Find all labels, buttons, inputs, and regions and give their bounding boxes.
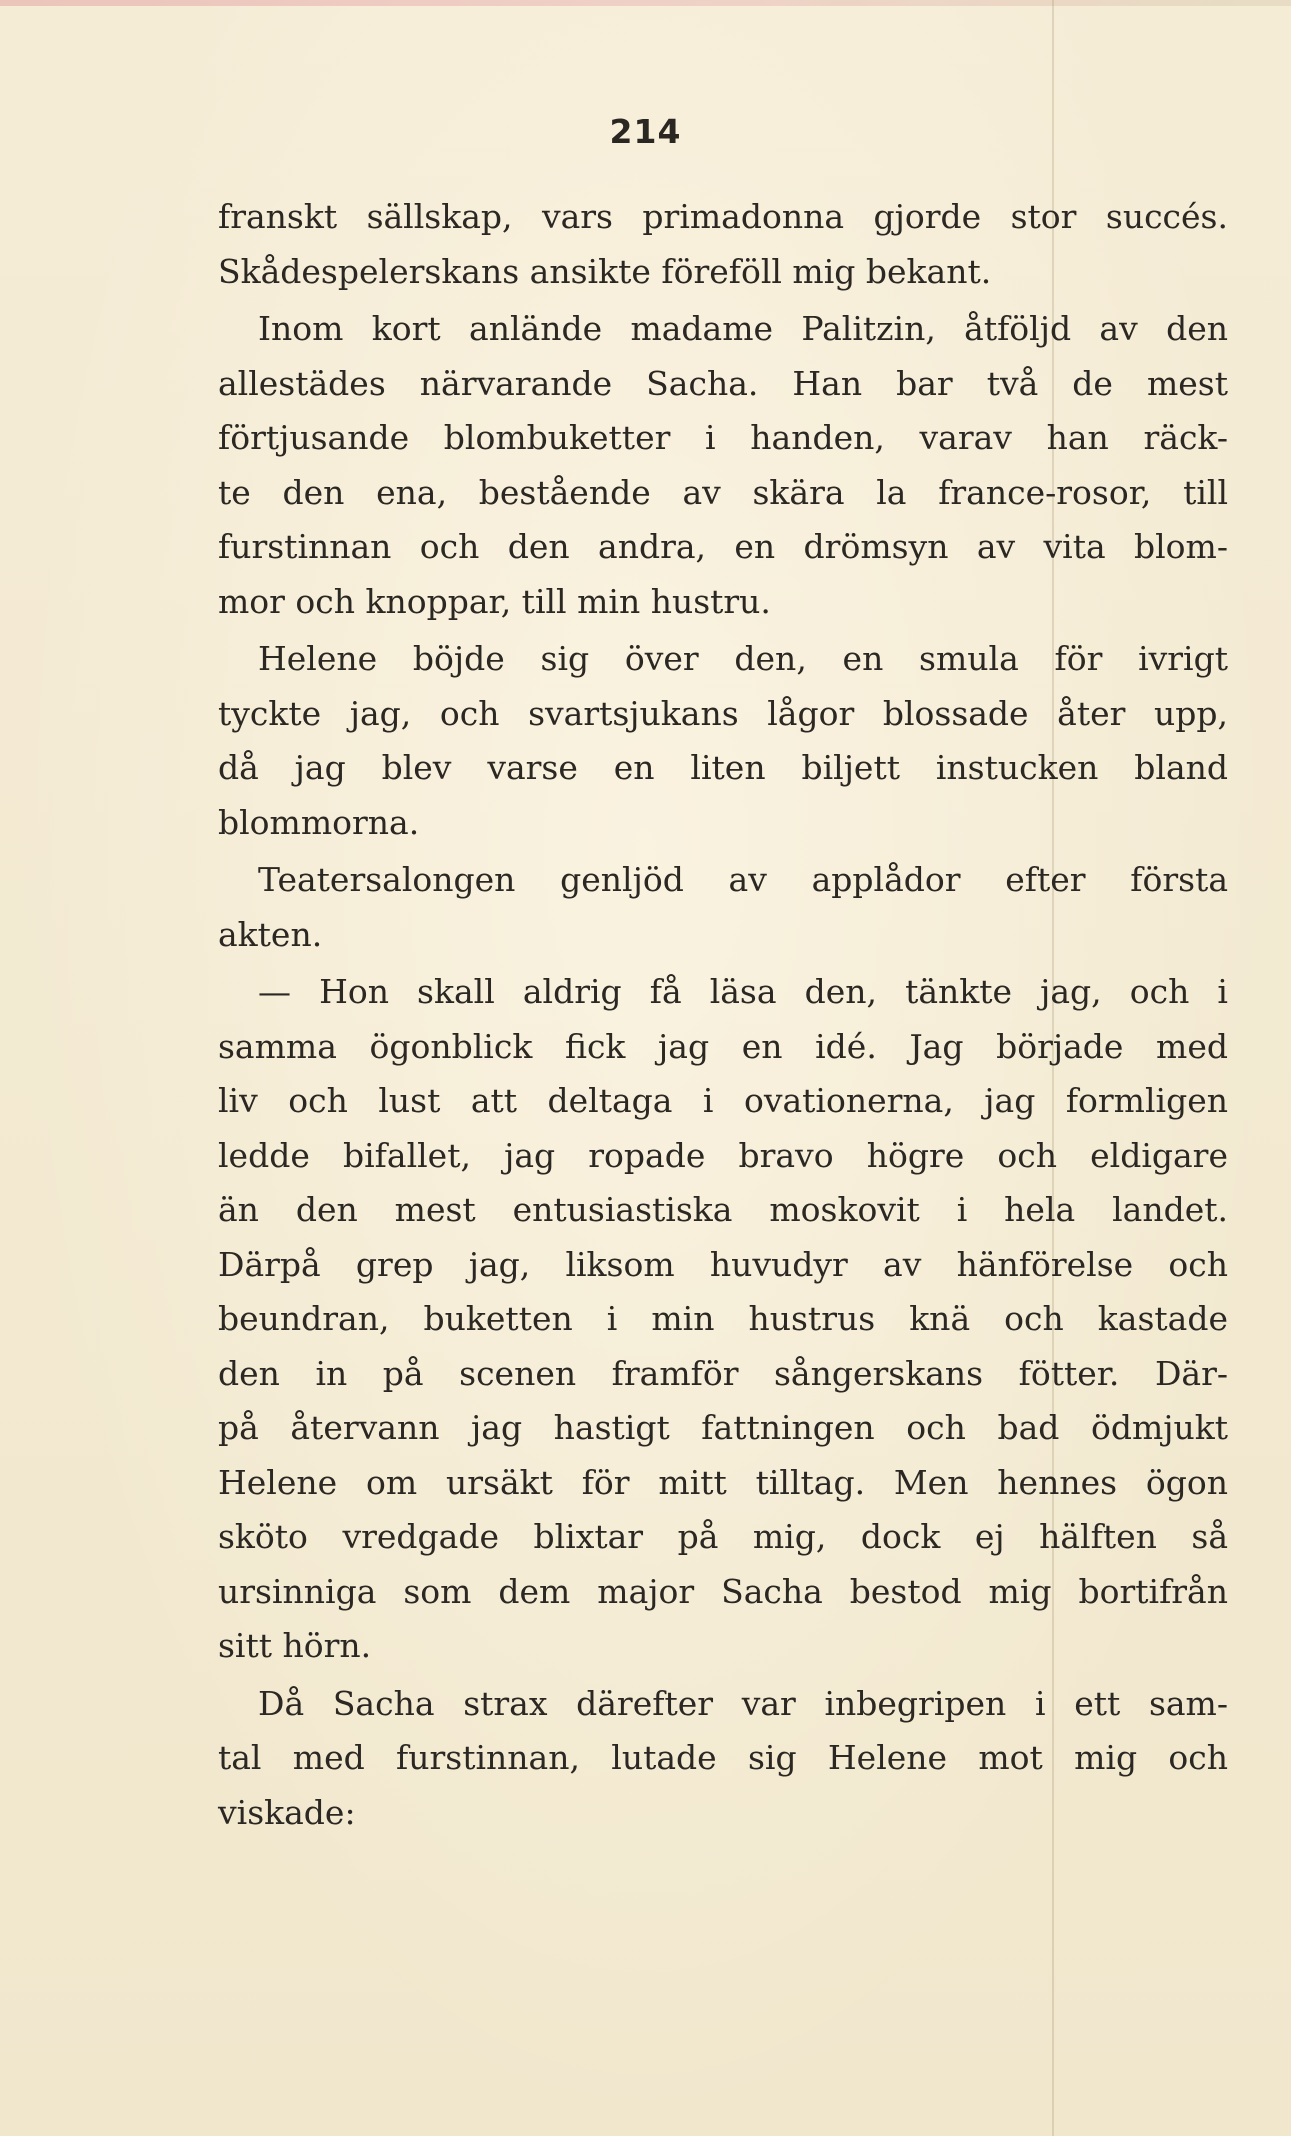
text-line: Inom kort anlände madame Palitzin, åtföljd av den	[258, 309, 1228, 348]
text-line: liv och lust att deltaga i ovationerna, jag formligen	[218, 1081, 1228, 1120]
text-line: samma ögonblick fick jag en idé. Jag började med	[218, 1026, 1228, 1066]
text-line: Då Sacha strax därefter var inbegripen i ett sam-	[258, 1683, 1228, 1723]
text-line: än den mest entusiastiska moskovit i hela landet.	[218, 1190, 1228, 1229]
text-line: på återvann jag hastigt fattningen och bad ödmjukt	[218, 1408, 1228, 1447]
text-line: beundran, buketten i min hustrus knä och kastade	[218, 1299, 1228, 1338]
text-line: ursinniga som dem major Sacha bestod mig bortifrån	[218, 1571, 1228, 1611]
text-line: tal med furstinnan, lutade sig Helene mot mig och	[218, 1738, 1228, 1777]
text-line: Helene böjde sig över den, en smula för ivrigt	[258, 639, 1228, 678]
paragraph-1	[218, 190, 1228, 299]
page-top-edge	[0, 0, 1291, 6]
text-line: tyckte jag, och svartsjukans lågor blossade åter upp,	[218, 693, 1228, 733]
text-line: sköto vredgade blixtar på mig, dock ej hälften så	[218, 1517, 1228, 1556]
text-line: då jag blev varse en liten biljett instucken bland	[218, 748, 1228, 787]
text-line: — Hon skall aldrig få läsa den, tänkte jag, och i	[258, 972, 1228, 1011]
paragraph-5	[218, 965, 1228, 1674]
text-line: Därpå grep jag, liksom huvudyr av hänförelse och	[218, 1244, 1228, 1284]
text-line: förtjusande blombuketter i handen, varav han räck-	[218, 418, 1228, 457]
text-line: den in på scenen framför sångerskans fötter. Där-	[218, 1353, 1228, 1393]
body-text	[218, 190, 1228, 1840]
paragraph-6	[218, 1677, 1228, 1841]
text-line: furstinnan och den andra, en drömsyn av vita blom-	[218, 527, 1228, 566]
paragraph-3	[218, 632, 1228, 850]
text-line: blommorna.	[218, 802, 420, 842]
text-line: ledde bifallet, jag ropade bravo högre och eldigare	[218, 1135, 1228, 1175]
text-line: viskade:	[218, 1792, 356, 1832]
text-line: allestädes närvarande Sacha. Han bar två de mest	[218, 363, 1228, 403]
text-line: Skådespelerskans ansikte föreföll mig bekant.	[218, 251, 992, 291]
paragraph-2	[218, 302, 1228, 629]
paragraph-4	[218, 853, 1228, 962]
page-number: 214	[609, 112, 682, 151]
text-line: franskt sällskap, vars primadonna gjorde stor succés.	[218, 197, 1228, 236]
text-line: akten.	[218, 914, 323, 954]
text-line: sitt hörn.	[218, 1626, 372, 1665]
text-line: Teatersalongen genljöd av applådor efter första	[258, 860, 1228, 899]
text-line: Helene om ursäkt för mitt tilltag. Men hennes ögon	[218, 1462, 1228, 1502]
text-line: mor och knoppar, till min hustru.	[218, 581, 771, 621]
text-line: te den ena, bestående av skära la france-rosor, till	[218, 472, 1228, 512]
